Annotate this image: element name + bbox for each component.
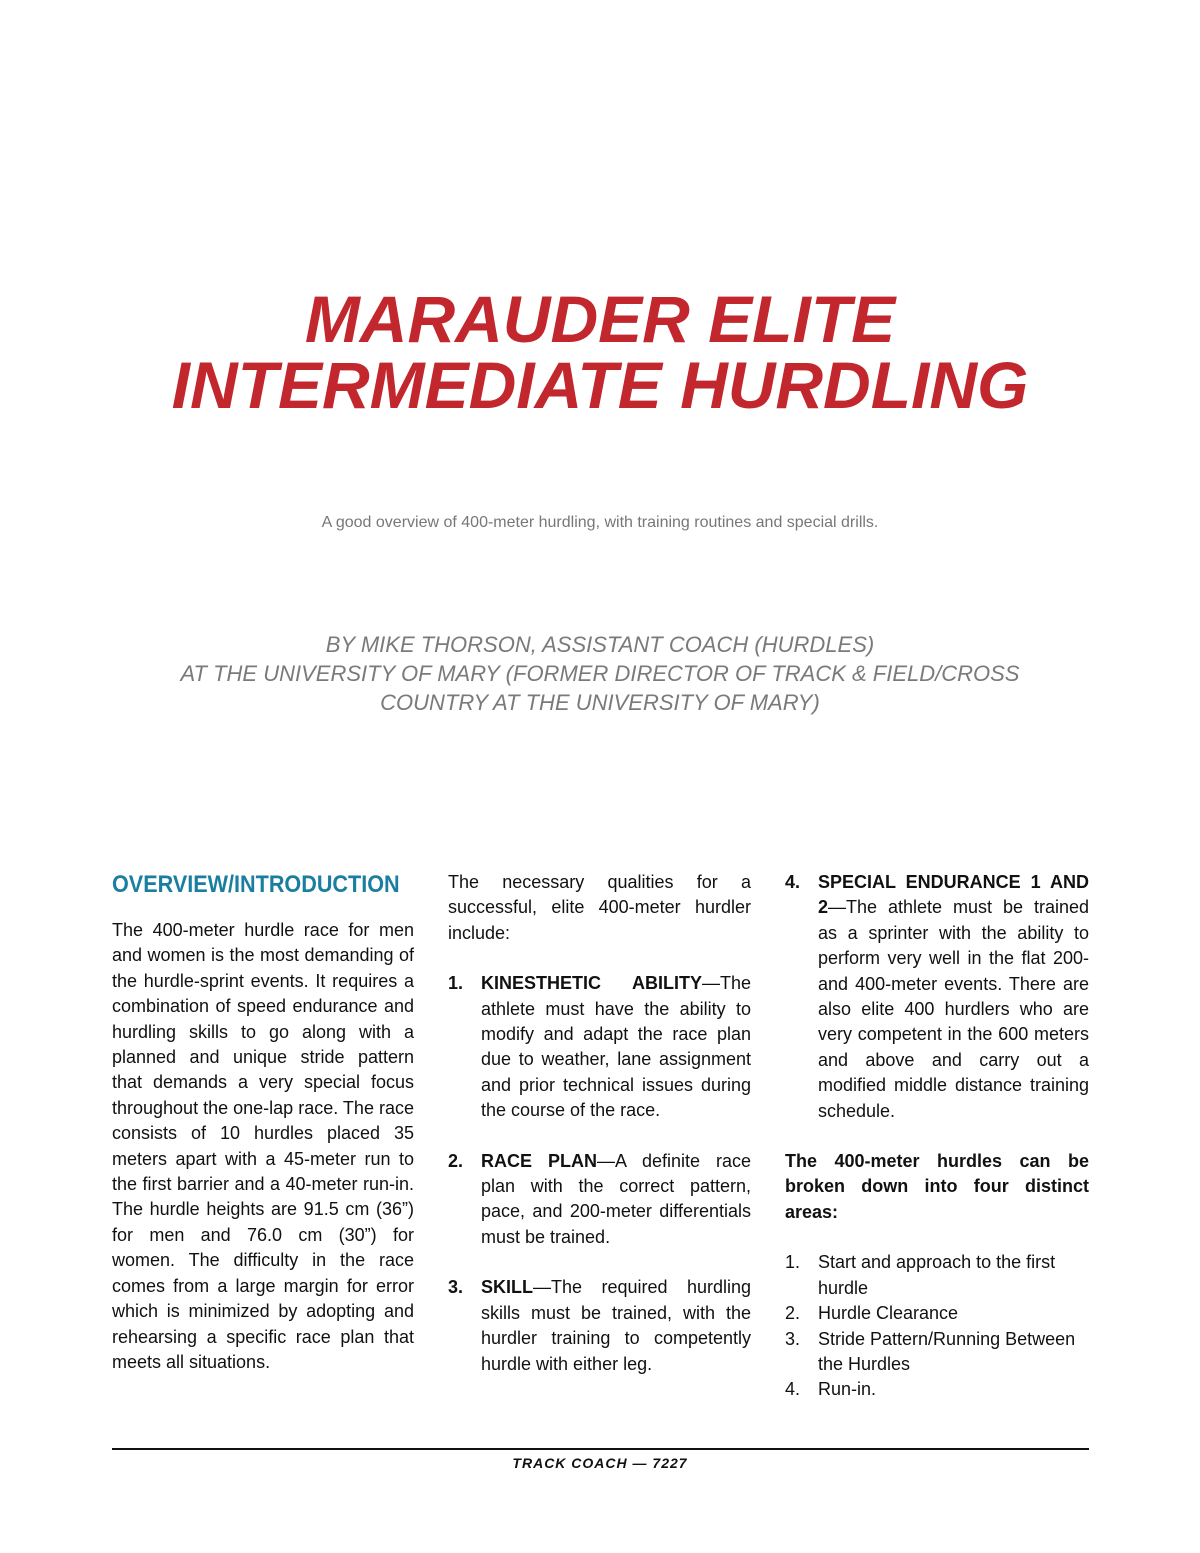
item-text: Hurdle Clearance [818, 1303, 959, 1324]
item-text: Stride Pattern/Running Between the Hurdles [818, 1328, 1076, 1374]
item-number: 1. [785, 1252, 801, 1273]
list-item [785, 1377, 1089, 1402]
item-term: SKILL [481, 1277, 533, 1298]
list-item [448, 1149, 751, 1251]
overview-paragraph: The 400-meter hurdle race for men and women is the most demanding of the hurdle-sprint events. It requires a combination of speed endurance and hurdling skills to go along with a planned and unique stride pattern that demands a very special focus throughout the one-lap race. The race consists of 10 hurdles placed 35 meters apart with a 45-meter run to the first barrier and a 40-meter run-in. The hurdle heights are 91.5 cm (36”) for men and 76.0 cm (30”) for women. The difficulty in the race comes from a large margin for error which is minimized by adopting and rehearsing a specific race plan that meets all situations. [112, 920, 414, 1372]
item-number: 4. [785, 872, 801, 892]
column-1 [112, 870, 414, 1375]
article-title [0, 282, 1200, 422]
list-item [785, 1301, 1089, 1326]
list-item [448, 971, 751, 1123]
item-number: 1. [448, 973, 464, 994]
page-footer: TRACK COACH — 7227 [512, 1455, 688, 1471]
list-item [785, 1250, 1089, 1301]
title-line-1: MARAUDER ELITE [304, 282, 896, 356]
qualities-intro: The necessary qualities for a successful, elite 400-meter hurdler include: [448, 872, 751, 943]
item-term: KINESTHETIC ABILITY [481, 973, 702, 994]
areas-intro: The 400-meter hurdles can be broken down into four distinct areas: [785, 1151, 1089, 1222]
column-3 [785, 870, 1089, 1403]
item-text: —The athlete must be trained as a sprinter with the ability to perform very well in the flat 200- and 400-meter events. There are also elite 400 hurdlers who are very competent in the 600 meters and above and carry out a modified middle distance training schedule. [818, 897, 1089, 1121]
byline-line-3: COUNTRY AT THE UNIVERSITY OF MARY) [380, 690, 820, 715]
title-line-2: INTERMEDIATE HURDLING [171, 348, 1029, 422]
item-text: Run-in. [818, 1379, 877, 1400]
article-subtitle: A good overview of 400-meter hurdling, with training routines and special drills. [321, 514, 879, 531]
section-heading: OVERVIEW/INTRODUCTION [112, 871, 400, 898]
column-2 [448, 870, 751, 1377]
item-number: 3. [785, 1328, 801, 1349]
item-text: Start and approach to the first hurdle [818, 1252, 1056, 1298]
item-term: SPECIAL ENDURANCE 1 AND 2 [818, 872, 1089, 918]
list-item [448, 1275, 751, 1377]
item-number: 2. [448, 1150, 464, 1171]
list-item [785, 870, 1089, 1124]
qualities-list [448, 971, 751, 1377]
item-number: 3. [448, 1277, 464, 1298]
item-text: —The required hurdling skills must be trained, with the hurdler training to competently hurdle with either leg. [481, 1277, 751, 1374]
footer-divider [112, 1448, 1089, 1450]
areas-list [785, 1250, 1089, 1402]
item-number: 4. [785, 1379, 801, 1400]
byline-line-1: BY MIKE THORSON, ASSISTANT COACH (HURDLES) [325, 632, 875, 657]
list-item [785, 1327, 1089, 1378]
item-number: 2. [785, 1303, 801, 1324]
byline-line-2: AT THE UNIVERSITY OF MARY (FORMER DIRECTOR OF TRACK & FIELD/CROSS [180, 661, 1020, 686]
item-text: —A definite race plan with the correct pattern, pace, and 200-meter differentials must be trained. [481, 1150, 751, 1247]
item-term: RACE PLAN [481, 1150, 597, 1171]
qualities-list-continued [785, 870, 1089, 1124]
item-text: —The athlete must have the ability to modify and adapt the race plan due to weather, lane assignment and prior technical issues during the course of the race. [481, 973, 751, 1121]
author-byline [100, 630, 1100, 717]
